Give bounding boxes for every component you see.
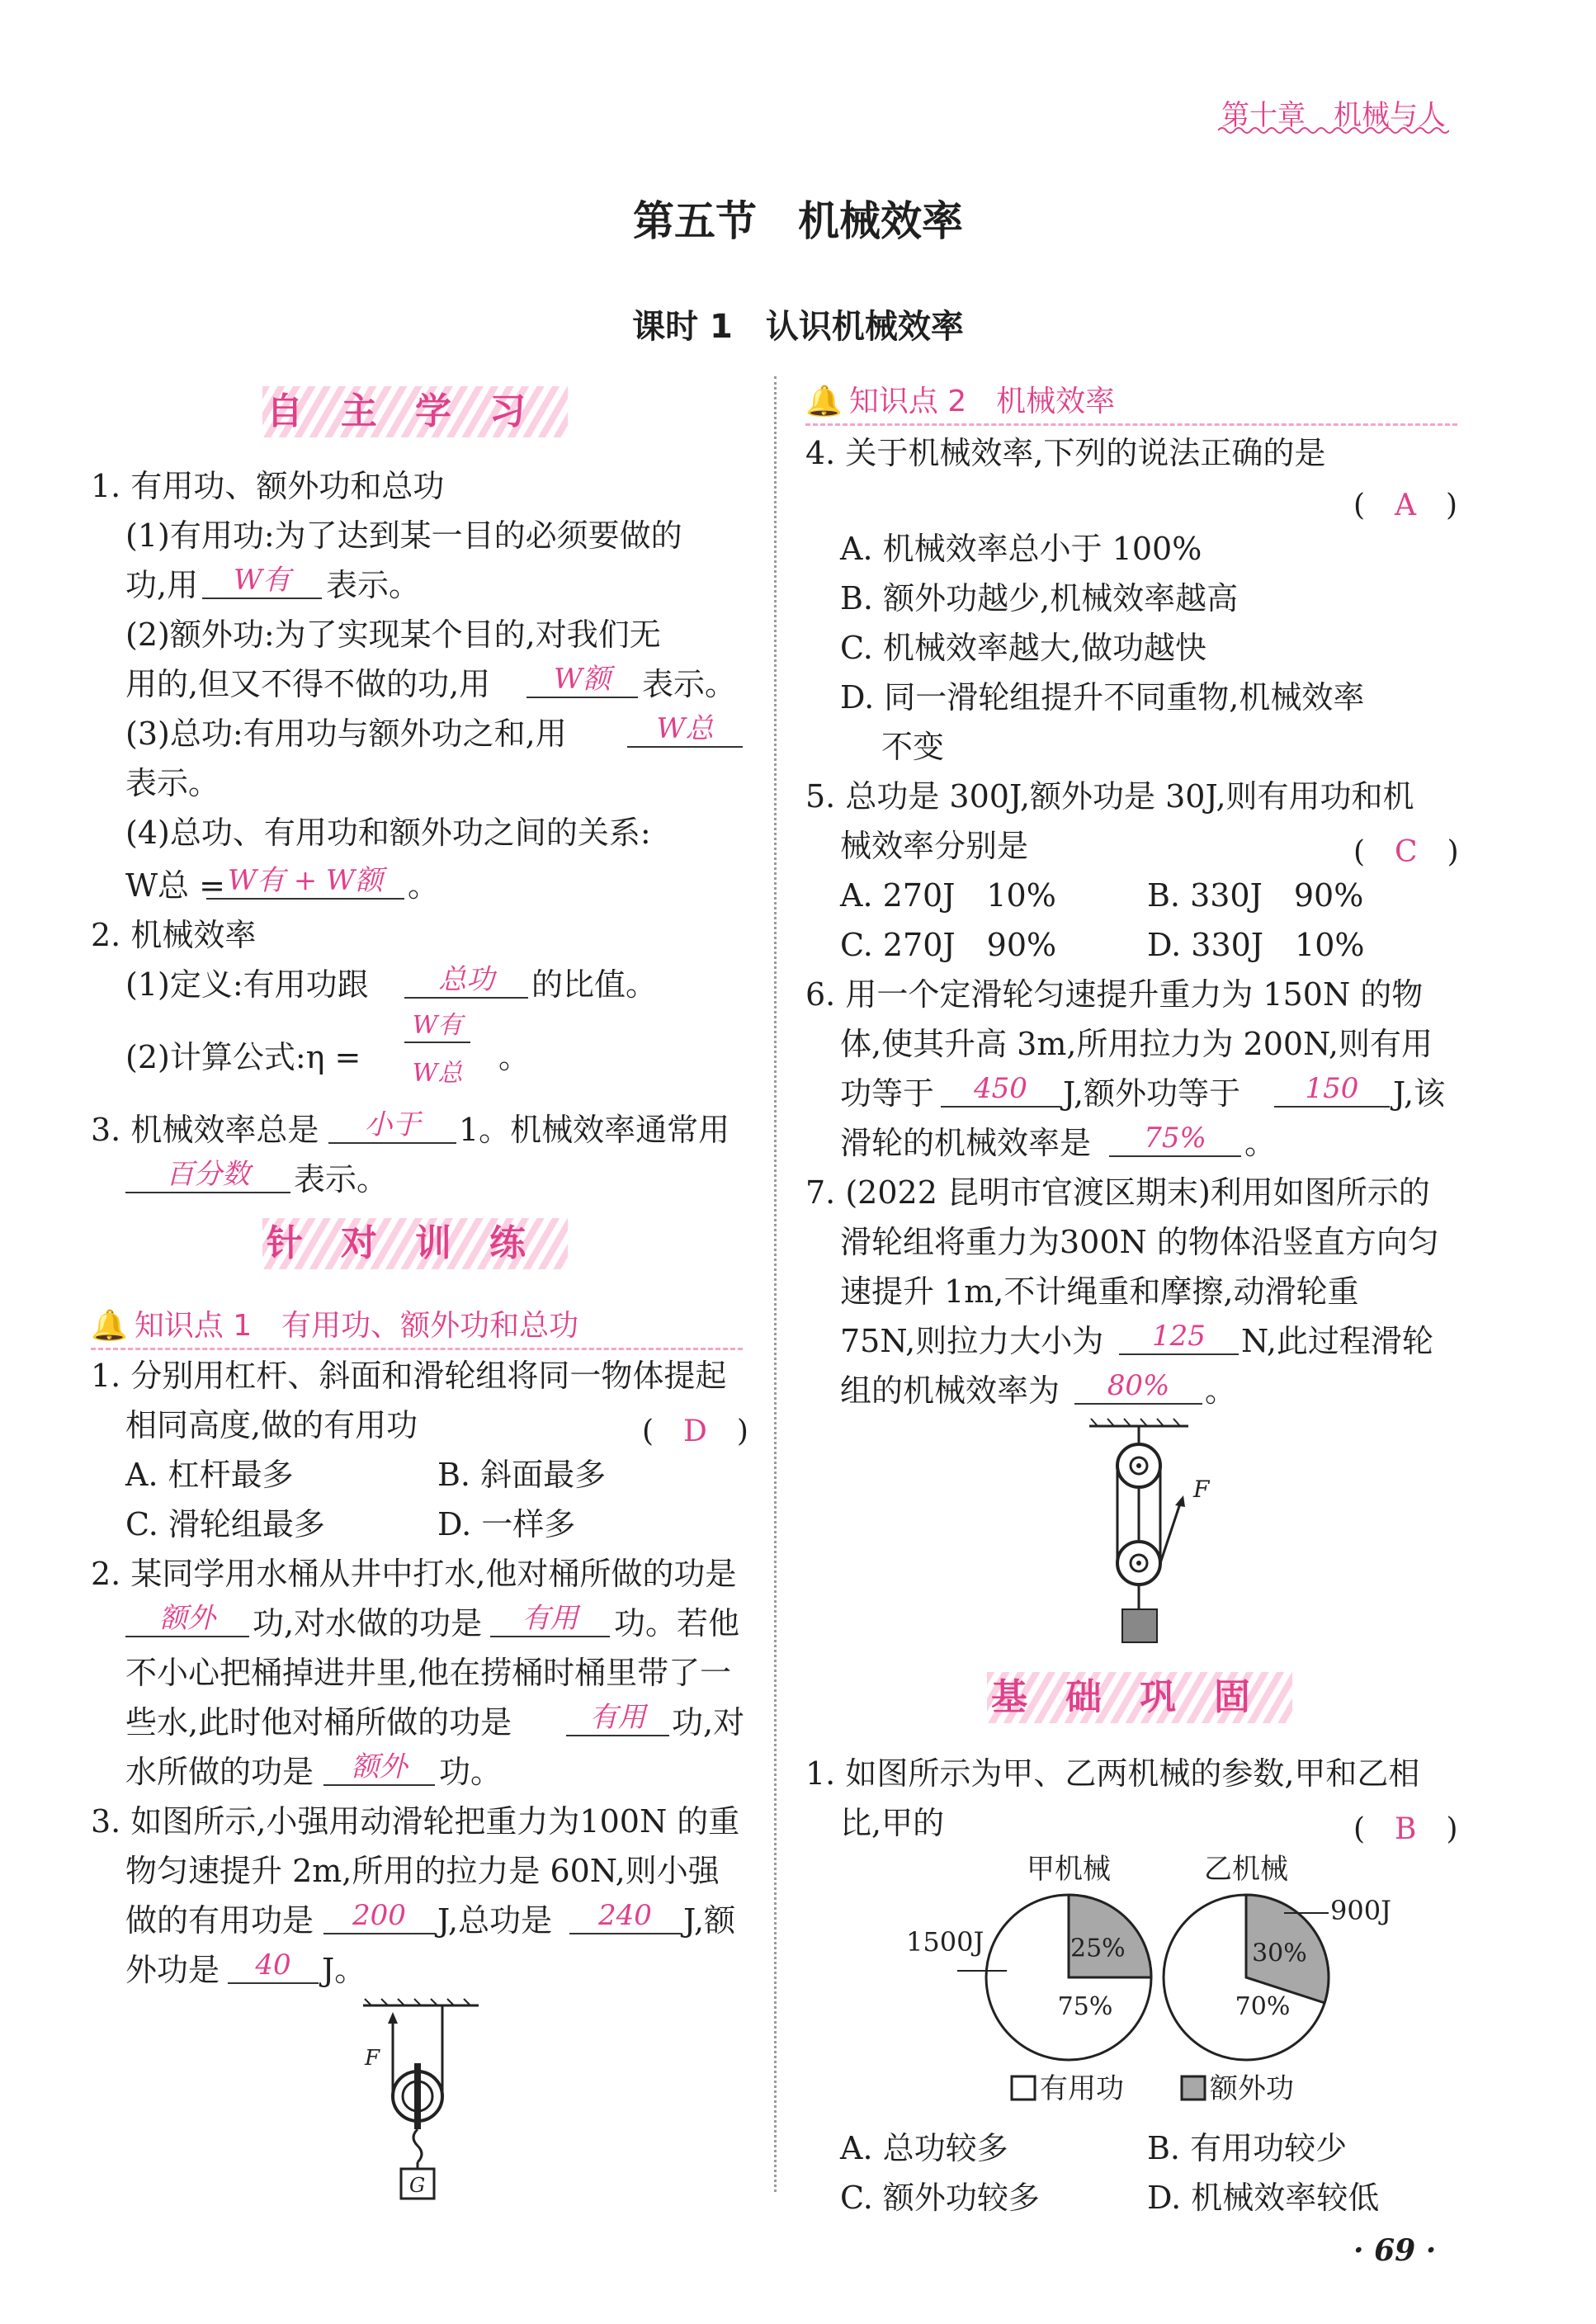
kp2-q6-c-pre: 功等于 (840, 1075, 935, 1112)
kp1-q2-d-pre: 些水,此时他对桶所做的功是 (125, 1704, 512, 1741)
pulley-block-figure (1073, 1415, 1238, 1654)
legend-swatch-extra (1182, 2076, 1205, 2100)
basic-q1-paren: ( B ) (1353, 1812, 1458, 1846)
kp1-q3-b: 物匀速提升 2m,所用的拉力是 60N,则小强 (125, 1853, 720, 1889)
kp1-q2-b-mid: 功,对水做的功是 (253, 1605, 483, 1641)
figure-label-g: G (409, 2174, 426, 2197)
ss-q2-2-post: 。 (498, 1039, 531, 1075)
bell-icon: 🔔 (91, 1309, 128, 1343)
ss-q2-1-answer: 总功 (404, 966, 528, 999)
kp2-q6-b: 体,使其升高 3m,所用拉力为 200N,则有用 (840, 1026, 1433, 1062)
legend-label-extra: 额外功 (1210, 2072, 1294, 2105)
column-divider (774, 376, 777, 2192)
basic-q1-a: 1. 如图所示为甲、乙两机械的参数,甲和乙相 (805, 1755, 1420, 1792)
bell-icon: 🔔 (805, 385, 843, 418)
kp2-q5-opt-d: D. 330J 10% (1147, 927, 1365, 963)
kp1-q3-a: 3. 如图所示,小强用动滑轮把重力为100N 的重 (91, 1803, 740, 1840)
kp2-q4-opt-d-cont: 不变 (881, 729, 945, 765)
kp1-q2-d-post: 功,对 (672, 1704, 745, 1741)
kp2-q4-a: 4. 关于机械效率,下列的说法正确的是 (805, 435, 1326, 471)
ss-q1-2b-post: 表示。 (642, 666, 737, 702)
figure-label-f: F (365, 2046, 380, 2071)
kp2-q7-d-post: N,此过程滑轮 (1241, 1323, 1433, 1359)
knowledge-point-1-label: 知识点 1 有用功、额外功和总功 (134, 1309, 579, 1343)
kp1-q2-answer-4: 额外 (323, 1753, 435, 1786)
basic-opt-b: B. 有用功较少 (1147, 2130, 1348, 2166)
ss-q1-1b-pre: 功,用 (125, 567, 199, 603)
ss-q2-1-post: 的比值。 (531, 966, 658, 1003)
ss-q3-pre: 3. 机械效率总是 (91, 1112, 319, 1148)
kp2-q4-paren: ( A ) (1353, 489, 1458, 522)
ss-q1-4-answer: W有 + W额 (206, 867, 404, 900)
kp1-q3-c-pre: 做的有用功是 (125, 1902, 314, 1939)
kp1-q2-b-post: 功。若他 (614, 1605, 740, 1641)
section-title: 第五节 机械效率 (633, 197, 963, 245)
kp2-q6-d-post: 。 (1244, 1125, 1277, 1161)
knowledge-point-1 (91, 1302, 743, 1350)
basic-opt-d: D. 机械效率较低 (1147, 2180, 1380, 2216)
pie-annotation-yi: 900J (1330, 1895, 1391, 1926)
kp2-q6-answer-3: 75% (1109, 1124, 1241, 1157)
kp1-q3-answer-3: 40 (228, 1951, 319, 1984)
kp2-q4-opt-a: A. 机械效率总小于 100% (840, 531, 1202, 567)
pie-label-extra: 25% (1070, 1934, 1126, 1963)
kp1-q2-answer-2: 有用 (490, 1604, 610, 1637)
kp1-q2-c: 不小心把桶掉进井里,他在捞桶时桶里带了一 (125, 1655, 732, 1691)
kp2-q5-opt-c: C. 270J 90% (840, 927, 1057, 963)
kp2-q7-a: 7. (2022 昆明市官渡区期末)利用如图所示的 (805, 1174, 1430, 1211)
pie-title-jia: 甲机械 (1027, 1853, 1111, 1886)
kp1-q1-opt-b: B. 斜面最多 (437, 1457, 607, 1493)
basic-q1-b: 比,甲的 (840, 1805, 945, 1841)
kp2-q5-paren: ( C ) (1353, 835, 1459, 869)
kp2-q4-answer: A (1395, 489, 1417, 522)
chapter-header: 第十章 机械与人 (1221, 99, 1446, 132)
ss-q2-2-numerator: W有 (404, 1013, 470, 1043)
ss-q1-1a: (1)有用功:为了达到某一目的必须要做的 (125, 517, 682, 554)
movable-pulley-figure (347, 1997, 495, 2204)
kp2-q7-e-pre: 组的机械效率为 (840, 1372, 1060, 1409)
pie-charts (891, 1845, 1436, 2126)
ss-q1-1b-post: 表示。 (326, 567, 421, 603)
header-wave (1218, 125, 1449, 135)
kp2-q6-a: 6. 用一个定滑轮匀速提升重力为 150N 的物 (805, 976, 1424, 1013)
kp2-q6-d-pre: 滑轮的机械效率是 (840, 1125, 1092, 1161)
ss-q3-answer-1: 小于 (328, 1111, 456, 1144)
kp1-q3-answer-1: 200 (323, 1901, 435, 1934)
pie-title-yi: 乙机械 (1204, 1853, 1288, 1886)
kp2-q5-b: 械效率分别是 (840, 828, 1029, 864)
kp2-q6-answer-2: 150 (1274, 1075, 1390, 1108)
kp2-q6-answer-1: 450 (941, 1075, 1060, 1108)
kp2-q5-opt-a: A. 270J 10% (840, 877, 1056, 914)
kp2-q5-opt-b: B. 330J 90% (1147, 877, 1364, 914)
kp1-q1-a: 1. 分别用杠杆、斜面和滑轮组将同一物体提起 (91, 1358, 727, 1394)
kp1-q1-b: 相同高度,做的有用功 (125, 1407, 418, 1443)
figure-label-f: F (1193, 1476, 1210, 1503)
kp2-q7-e-post: 。 (1205, 1372, 1237, 1409)
kp1-q2-e-post: 功。 (439, 1754, 503, 1790)
pie-label-extra: 30% (1252, 1939, 1307, 1968)
pie-jia (986, 1895, 1151, 2060)
kp1-q2-answer-1: 额外 (125, 1604, 249, 1637)
kp2-q5-answer: C (1395, 835, 1418, 869)
kp2-q5-a: 5. 总功是 300J,额外功是 30J,则有用功和机 (805, 778, 1414, 815)
ss-q3-mid: 1。机械效率通常用 (459, 1112, 730, 1148)
knowledge-point-2 (805, 378, 1457, 426)
kp2-q7-c: 速提升 1m,不计绳重和摩擦,动滑轮重 (840, 1273, 1359, 1310)
ss-q1-title: 1. 有用功、额外功和总功 (91, 468, 445, 504)
ss-q1-3a-pre: (3)总功:有用功与额外功之和,用 (125, 716, 567, 752)
kp2-q6-c-mid: J,额外功等于 (1063, 1075, 1241, 1112)
ss-q1-3b: 表示。 (125, 765, 220, 801)
banner-targeted: 针对训练 (262, 1218, 568, 1269)
ss-q2-title: 2. 机械效率 (91, 917, 257, 953)
pie-label-useful: 70% (1235, 1992, 1291, 2021)
pie-annotation-jia: 1500J (906, 1926, 985, 1958)
knowledge-point-2-label: 知识点 2 机械效率 (848, 385, 1116, 418)
ss-q2-2-pre: (2)计算公式:η = (125, 1039, 361, 1075)
ss-q3-post: 表示。 (294, 1161, 389, 1197)
ss-q1-4a: (4)总功、有用功和额外功之间的关系: (125, 815, 651, 851)
kp2-q4-opt-b: B. 额外功越少,机械效率越高 (840, 580, 1239, 616)
ss-q1-2a: (2)额外功:为了实现某个目的,对我们无 (125, 616, 661, 653)
page-number: · 69 · (1353, 2233, 1437, 2268)
kp1-q1-opt-a: A. 杠杆最多 (125, 1457, 294, 1493)
kp1-q1-opt-c: C. 滑轮组最多 (125, 1506, 325, 1542)
kp1-q2-a: 2. 某同学用水桶从井中打水,他对桶所做的功是 (91, 1556, 737, 1592)
kp2-q6-c-post: J,该 (1393, 1075, 1446, 1112)
kp1-q1-answer: D (683, 1415, 707, 1448)
basic-q1-answer: B (1395, 1812, 1417, 1846)
ss-q1-4b-post: 。 (408, 867, 440, 904)
kp2-q7-d-pre: 75N,则拉力大小为 (840, 1323, 1104, 1359)
kp1-q3-c-mid: J,总功是 (437, 1902, 553, 1939)
kp1-q2-answer-3: 有用 (566, 1703, 669, 1736)
lesson-title: 课时 1 认识机械效率 (632, 308, 964, 346)
ss-q1-2-answer: W额 (526, 665, 638, 698)
kp2-q4-opt-d: D. 同一滑轮组提升不同重物,机械效率 (840, 679, 1365, 716)
kp1-q3-c-post: J,额 (683, 1902, 736, 1939)
kp1-q1-opt-d: D. 一样多 (437, 1506, 576, 1542)
ss-q2-1-pre: (1)定义:有用功跟 (125, 966, 369, 1003)
kp2-q7-b: 滑轮组将重力为300N 的物体沿竖直方向匀 (840, 1224, 1439, 1260)
ss-q2-2-denominator: W总 (412, 1059, 463, 1088)
kp1-q3-answer-2: 240 (569, 1901, 681, 1934)
ss-q1-3-answer: W总 (627, 715, 743, 748)
ss-q1-2b-pre: 用的,但又不得不做的功,用 (125, 666, 491, 702)
banner-self-study: 自主学习 (262, 386, 568, 437)
kp2-q4-opt-c: C. 机械效率越大,做功越快 (840, 630, 1206, 666)
kp1-q3-d-pre: 外功是 (125, 1952, 220, 1988)
basic-opt-c: C. 额外功较多 (840, 2180, 1040, 2216)
pie-yi (1164, 1895, 1329, 2060)
pie-label-useful: 75% (1057, 1992, 1113, 2021)
kp2-q7-answer-1: 125 (1119, 1322, 1239, 1355)
legend-swatch-useful (1012, 2076, 1035, 2100)
legend-label-useful: 有用功 (1040, 2072, 1124, 2105)
kp1-q1-paren: ( D ) (642, 1415, 748, 1448)
ss-q3-answer-2: 百分数 (125, 1160, 290, 1193)
kp2-q7-answer-2: 80% (1074, 1372, 1202, 1405)
basic-opt-a: A. 总功较多 (840, 2130, 1008, 2166)
ss-q1-4b-pre: W总 = (125, 867, 225, 904)
kp1-q2-e-pre: 水所做的功是 (125, 1754, 314, 1790)
banner-basic: 基础巩固 (987, 1672, 1292, 1723)
kp1-q3-d-post: J。 (322, 1952, 366, 1988)
ss-q1-1-answer: W有 (202, 566, 322, 599)
